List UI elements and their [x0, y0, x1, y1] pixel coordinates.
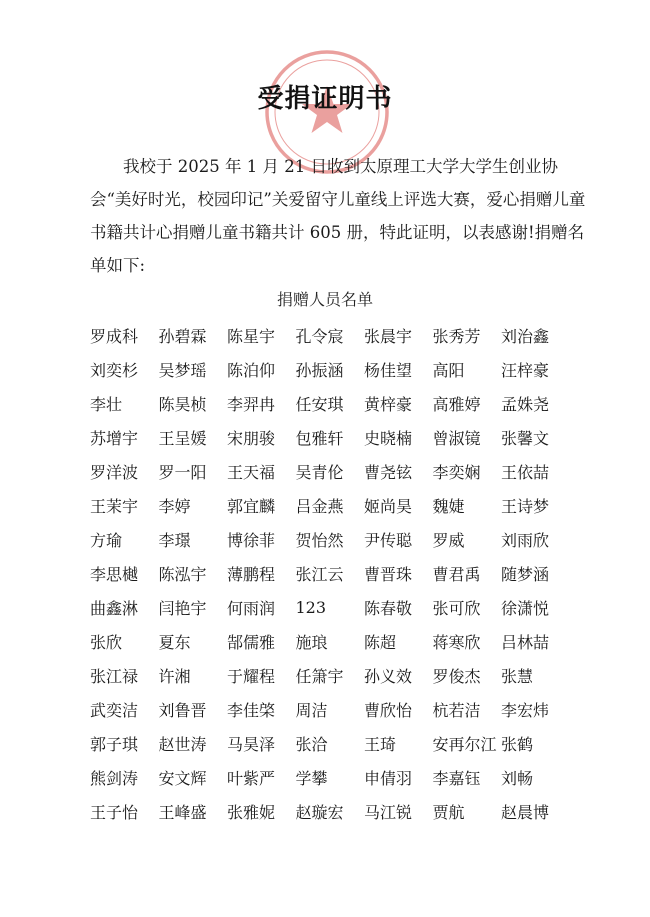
- donor-name: 张晨宇: [364, 326, 413, 346]
- donor-name: 罗成科: [90, 326, 139, 346]
- donor-name: 张秀芳: [432, 326, 481, 346]
- donor-name: 汪梓豪: [501, 360, 550, 380]
- donor-name: 郜儒雅: [227, 632, 276, 652]
- donor-name: 申倩羽: [364, 768, 413, 788]
- donor-name: 曹晋珠: [364, 564, 413, 584]
- donor-name: 任箫宇: [295, 666, 344, 686]
- donor-name: 王呈媛: [158, 428, 207, 448]
- donor-name: 孔令宸: [295, 326, 344, 346]
- donor-row: [90, 624, 570, 658]
- donor-name: 刘奕杉: [90, 360, 139, 380]
- donor-name: 吕金燕: [295, 496, 344, 516]
- donor-name: 陈春敬: [364, 598, 413, 618]
- donor-name: 马昊泽: [227, 734, 276, 754]
- donor-name: 苏增宇: [90, 428, 139, 448]
- donor-name: 张可欣: [432, 598, 481, 618]
- donor-name: 高雅婷: [432, 394, 481, 414]
- certificate-body: [90, 150, 590, 282]
- donor-name: 姬尚昊: [364, 496, 413, 516]
- document-title: 受捐证明书: [257, 84, 393, 114]
- donor-name: 贺怡然: [295, 530, 344, 550]
- donor-name: 张欣: [90, 632, 123, 652]
- donor-name: 陈泊仰: [227, 360, 276, 380]
- donor-name: 赵世涛: [158, 734, 207, 754]
- donor-name: 黄梓豪: [364, 394, 413, 414]
- donor-row: [90, 760, 570, 794]
- donor-name: 张江禄: [90, 666, 139, 686]
- donor-name: 张鹤: [501, 734, 534, 754]
- donor-name: 郭宜麟: [227, 496, 276, 516]
- donor-name: 曹欣怡: [364, 700, 413, 720]
- donor-name: 孙碧霖: [158, 326, 207, 346]
- donor-name: 刘畅: [501, 768, 534, 788]
- donor-name: 闫艳宇: [158, 598, 207, 618]
- donor-row: [90, 726, 570, 760]
- donor-name: 杨佳望: [364, 360, 413, 380]
- donor-name: 贾航: [432, 802, 465, 822]
- donor-name: 罗俊杰: [432, 666, 481, 686]
- donor-name: 李璟: [158, 530, 191, 550]
- donor-row: [90, 794, 570, 828]
- donor-name: 123: [295, 597, 327, 617]
- donor-name: 张江云: [295, 564, 344, 584]
- donor-name: 罗威: [432, 530, 465, 550]
- donor-name: 张慧: [501, 666, 534, 686]
- donor-name: 任安琪: [295, 394, 344, 414]
- donor-name: 曲鑫淋: [90, 598, 139, 618]
- donor-row: [90, 454, 570, 488]
- body-paragraph: 我校于 2025 年 1 月 21 日收到太原理工大学大学生创业协会“美好时光，校园印记”关爱留守儿童线上评选大赛，爱心捐赠儿童书籍共计心捐赠儿童书籍共计 605 册，特此证明，以表感谢!捐赠名单如下:: [90, 157, 586, 275]
- donor-name: 叶紫严: [227, 768, 276, 788]
- donor-name: 曾淑镜: [432, 428, 481, 448]
- donor-name: 周洁: [295, 700, 328, 720]
- donor-name: 蒋寒欣: [432, 632, 481, 652]
- donor-row: [90, 386, 570, 420]
- donor-name: 孙振涵: [295, 360, 344, 380]
- donor-name: 赵晨博: [501, 802, 550, 822]
- donor-name: 刘鲁晋: [158, 700, 207, 720]
- donor-name: 宋朋骏: [227, 428, 276, 448]
- donor-name: 王天福: [227, 462, 276, 482]
- donor-row: [90, 692, 570, 726]
- donor-name: 李婷: [158, 496, 191, 516]
- donor-row: [90, 556, 570, 590]
- donor-name: 刘治鑫: [501, 326, 550, 346]
- donor-name: 吕林喆: [501, 632, 550, 652]
- donor-name: 赵璇宏: [295, 802, 344, 822]
- donor-name-grid: [90, 318, 570, 828]
- donor-name: 何雨润: [227, 598, 276, 618]
- donor-name: 尹传聪: [364, 530, 413, 550]
- donor-name: 吴青伦: [295, 462, 344, 482]
- donor-name: 马江锐: [364, 802, 413, 822]
- donor-name: 夏东: [158, 632, 191, 652]
- donor-row: [90, 352, 570, 386]
- donor-name: 罗一阳: [158, 462, 207, 482]
- donor-name: 包雅轩: [295, 428, 344, 448]
- donor-row: [90, 658, 570, 692]
- donor-list-heading: 捐赠人员名单: [276, 290, 373, 309]
- donor-name: 博徐菲: [227, 530, 276, 550]
- donor-name: 杭若洁: [432, 700, 481, 720]
- donor-name: 薄鹏程: [227, 564, 276, 584]
- donor-name: 张雅妮: [227, 802, 276, 822]
- donor-row: [90, 590, 570, 624]
- donor-name: 史晓楠: [364, 428, 413, 448]
- donor-name: 安文辉: [158, 768, 207, 788]
- donor-name: 张洽: [295, 734, 328, 754]
- donor-name: 高阳: [432, 360, 465, 380]
- donor-name: 刘雨欣: [501, 530, 550, 550]
- donor-name: 陈泓宇: [158, 564, 207, 584]
- donor-name: 随梦涵: [501, 564, 550, 584]
- donor-name: 罗洋波: [90, 462, 139, 482]
- donor-name: 李奕娴: [432, 462, 481, 482]
- donor-name: 于耀程: [227, 666, 276, 686]
- donor-name: 李思樾: [90, 564, 139, 584]
- donor-name: 王依喆: [501, 462, 550, 482]
- donor-row: [90, 488, 570, 522]
- donor-name: 陈超: [364, 632, 397, 652]
- donor-name: 施琅: [295, 632, 328, 652]
- donor-row: [90, 318, 570, 352]
- donor-name: 曹君禹: [432, 564, 481, 584]
- donor-name: 学攀: [295, 768, 328, 788]
- donor-name: 曹尧铉: [364, 462, 413, 482]
- donor-name: 李佳棨: [227, 700, 276, 720]
- donor-name: 王子怡: [90, 802, 139, 822]
- donor-name: 王诗梦: [501, 496, 550, 516]
- donor-name: 许湘: [158, 666, 191, 686]
- donor-name: 李宏炜: [501, 700, 550, 720]
- donor-name: 武奕洁: [90, 700, 139, 720]
- donor-name: 王琦: [364, 734, 397, 754]
- donor-name: 魏婕: [432, 496, 465, 516]
- donor-name: 张馨文: [501, 428, 550, 448]
- donor-name: 王茉宇: [90, 496, 139, 516]
- donor-row: [90, 420, 570, 454]
- donor-name: 徐潇悦: [501, 598, 550, 618]
- donor-name: 李羿冉: [227, 394, 276, 414]
- donor-name: 李壮: [90, 394, 123, 414]
- donor-row: [90, 522, 570, 556]
- donor-name: 熊剑涛: [90, 768, 139, 788]
- donor-name: 孙义效: [364, 666, 413, 686]
- donor-name: 方瑜: [90, 530, 123, 550]
- donor-name: 吴梦瑶: [158, 360, 207, 380]
- donor-name: 孟姝尧: [501, 394, 550, 414]
- donor-name: 陈昊桢: [158, 394, 207, 414]
- donor-name: 郭子琪: [90, 734, 139, 754]
- donor-name: 安再尔江: [432, 734, 497, 754]
- donor-name: 陈星宇: [227, 326, 276, 346]
- donor-name: 王峰盛: [158, 802, 207, 822]
- donor-name: 李嘉钰: [432, 768, 481, 788]
